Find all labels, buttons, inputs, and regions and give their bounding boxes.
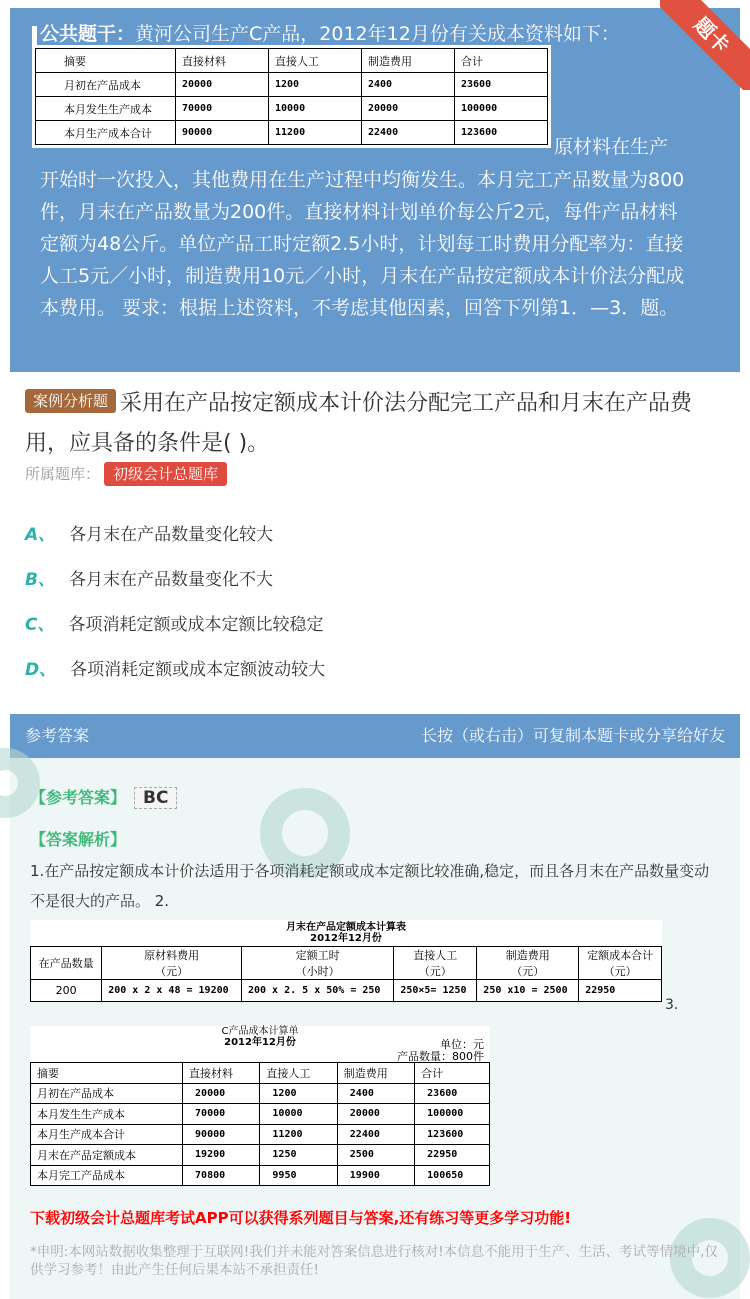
step-3-label: 3. xyxy=(665,997,679,1013)
analysis-text: 1.在产品按定额成本计价法适用于各项消耗定额或成本定额比较准确,稳定，而且各月末在产品数量变动不是很大的产品。 2. xyxy=(30,862,710,910)
table-cell: 2400 xyxy=(337,1083,414,1104)
table-subtitle: 2012年12月份 xyxy=(224,1037,296,1048)
table-cell: 10000 xyxy=(260,1104,337,1125)
table-cell: 19900 xyxy=(337,1165,414,1186)
app-promo-link[interactable]: 下载初级会计总题库考试APP可以获得系列题目与答案,还有练习等更多学习功能! xyxy=(30,1209,572,1227)
question-text: 采用在产品按定额成本计价法分配完工产品和月末在产品费用，应具备的条件是( )。 xyxy=(25,391,693,456)
quota-cost-table xyxy=(30,946,662,1002)
table-cell: 11200 xyxy=(269,121,362,145)
table-cell: 70000 xyxy=(176,97,269,121)
column-header: 在产品数量 xyxy=(31,947,102,980)
cost-sheet-block xyxy=(30,1026,490,1186)
table-cell: 100000 xyxy=(455,97,548,121)
analysis-label: 【答案解析】 xyxy=(30,830,127,849)
table-row xyxy=(36,97,548,121)
table-cell: 本月生产成本合计 xyxy=(36,121,176,145)
disclaimer: *申明:本网站数据收集整理于互联网!我们并未能对答案信息进行核对!本信息不能用于生产、生活、考试等情境中,仅供学习参考！由此产生任何后果本站不承担责任! xyxy=(30,1244,718,1278)
table-cell: 本月发生生产成本 xyxy=(31,1104,183,1125)
option-b[interactable] xyxy=(25,565,273,590)
table-cell: 23600 xyxy=(415,1083,490,1104)
stem-label: 公共题干： xyxy=(40,23,136,45)
column-header: 制造费用 （元） xyxy=(477,947,579,980)
option-letter: C、 xyxy=(25,615,55,635)
column-header: 合计 xyxy=(415,1063,490,1084)
table-row xyxy=(31,1165,490,1186)
table-cell: 23600 xyxy=(455,73,548,97)
table-cell: 11200 xyxy=(260,1124,337,1145)
table-cell: 100000 xyxy=(415,1104,490,1125)
stem-table-frame xyxy=(32,45,551,148)
table-cell: 20000 xyxy=(183,1083,260,1104)
table-cell: 月初在产品成本 xyxy=(36,73,176,97)
share-hint: 长按（或右击）可复制本题卡或分享给好友 xyxy=(420,726,725,745)
column-header: 原材料费用 （元） xyxy=(102,947,242,980)
table-cell: 90000 xyxy=(183,1124,260,1145)
table-cell: 200 xyxy=(31,980,102,1002)
column-header: 定额工时 （小时） xyxy=(241,947,393,980)
table-row xyxy=(31,1145,490,1166)
question-type-tag: 案例分析题 xyxy=(25,389,116,413)
table-cell: 20000 xyxy=(176,73,269,97)
option-text: 各月末在产品数量变化较大 xyxy=(69,525,274,545)
option-letter: A、 xyxy=(25,525,56,545)
stem-intro: 黄河公司生产C产品，2012年12月份有关成本资料如下： xyxy=(135,23,620,45)
table-cell: 19200 xyxy=(183,1145,260,1166)
table-cell: 200 x 2 x 48 = 19200 xyxy=(102,980,242,1002)
ribbon-label: 题卡 xyxy=(660,0,750,90)
table-cell: 22950 xyxy=(579,980,662,1002)
table-cell: 100650 xyxy=(415,1165,490,1186)
table-cell: 22400 xyxy=(337,1124,414,1145)
table-row xyxy=(31,1083,490,1104)
option-letter: B、 xyxy=(25,570,55,590)
table-cell: 90000 xyxy=(176,121,269,145)
table-cell: 200 x 2. 5 x 50% = 250 xyxy=(241,980,393,1002)
option-d[interactable] xyxy=(25,655,325,680)
answer-header xyxy=(10,714,740,758)
table-cell: 10000 xyxy=(269,97,362,121)
table-cell: 月末在产品定额成本 xyxy=(31,1145,183,1166)
question-bank xyxy=(25,462,227,486)
quantity-label: 产品数量：800件 xyxy=(397,1050,484,1063)
column-header: 直接人工 （元） xyxy=(394,947,477,980)
table-row xyxy=(36,121,548,145)
table-cell: 123600 xyxy=(415,1124,490,1145)
stem-text: 开始时一次投入，其他费用在生产过程中均衡发生。本月完工产品数量为800件，月末在产品数量为200件。直接材料计划单价每公斤2元，每件产品材料定额为48公斤。单位产品工时定额2.5小时，计划每工时费用分配率为：直接人工5元／小时，制造费用10元／小时，月末在产品按定额成本计价法分配成本费用。 要求：根据上述资料，不考虑其他因素，回答下列第1．—3．题。 xyxy=(40,169,685,319)
table-cell: 2500 xyxy=(337,1145,414,1166)
table-subtitle: 2012年12月份 xyxy=(310,933,382,944)
column-header: 制造费用 xyxy=(362,49,455,73)
option-a[interactable] xyxy=(25,520,273,545)
table-row xyxy=(36,73,548,97)
table-cell: 250 x10 = 2500 xyxy=(477,980,579,1002)
cost-sheet-table xyxy=(30,1062,490,1186)
column-header: 制造费用 xyxy=(337,1063,414,1084)
table-cell: 22400 xyxy=(362,121,455,145)
column-header: 直接材料 xyxy=(183,1063,260,1084)
answer-line xyxy=(30,785,177,809)
table-row xyxy=(31,1104,490,1125)
answer-value: BC xyxy=(134,787,177,809)
stem-text-inline: 原材料在生产 xyxy=(554,136,669,158)
bank-link[interactable]: 初级会计总题库 xyxy=(104,462,227,486)
option-text: 各项消耗定额或成本定额波动较大 xyxy=(70,660,326,680)
table-cell: 月初在产品成本 xyxy=(31,1083,183,1104)
column-header: 定额成本合计 （元） xyxy=(579,947,662,980)
table-cell: 本月发生生产成本 xyxy=(36,97,176,121)
option-text: 各月末在产品数量变化不大 xyxy=(68,570,273,590)
table-header-row xyxy=(31,947,662,980)
column-header: 摘要 xyxy=(31,1063,183,1084)
stem-table xyxy=(35,48,548,145)
table-cell: 70800 xyxy=(183,1165,260,1186)
table-header-row xyxy=(31,1063,490,1084)
table-cell: 1200 xyxy=(260,1083,337,1104)
option-text: 各项消耗定额或成本定额比较稳定 xyxy=(68,615,324,635)
column-header: 直接人工 xyxy=(269,49,362,73)
column-header: 合计 xyxy=(455,49,548,73)
table-cell: 123600 xyxy=(455,121,548,145)
table-cell: 本月完工产品成本 xyxy=(31,1165,183,1186)
table-cell: 22950 xyxy=(415,1145,490,1166)
table-cell: 20000 xyxy=(362,97,455,121)
quota-cost-table-block xyxy=(30,920,662,1002)
table-cell: 9950 xyxy=(260,1165,337,1186)
table-cell: 本月生产成本合计 xyxy=(31,1124,183,1145)
table-cell: 1200 xyxy=(269,73,362,97)
table-cell: 70000 xyxy=(183,1104,260,1125)
column-header: 摘要 xyxy=(36,49,176,73)
unit-label: 单位：元 xyxy=(440,1038,484,1051)
table-title: C产品成本计算单 xyxy=(221,1026,299,1037)
column-header: 直接材料 xyxy=(176,49,269,73)
option-letter: D、 xyxy=(25,660,57,680)
table-row xyxy=(31,1124,490,1145)
table-title: 月末在产品定额成本计算表 xyxy=(286,922,406,933)
card-ribbon xyxy=(660,0,750,90)
table-row xyxy=(31,980,662,1002)
table-cell: 250×5= 1250 xyxy=(394,980,477,1002)
answer-label: 【参考答案】 xyxy=(30,788,127,807)
table-header-row xyxy=(36,49,548,73)
question xyxy=(25,384,725,464)
table-cell: 2400 xyxy=(362,73,455,97)
bank-label: 所属题库： xyxy=(25,465,101,483)
option-c[interactable] xyxy=(25,610,323,635)
table-cell: 1250 xyxy=(260,1145,337,1166)
table-cell: 20000 xyxy=(337,1104,414,1125)
column-header: 直接人工 xyxy=(260,1063,337,1084)
answer-header-title: 参考答案 xyxy=(25,726,90,745)
